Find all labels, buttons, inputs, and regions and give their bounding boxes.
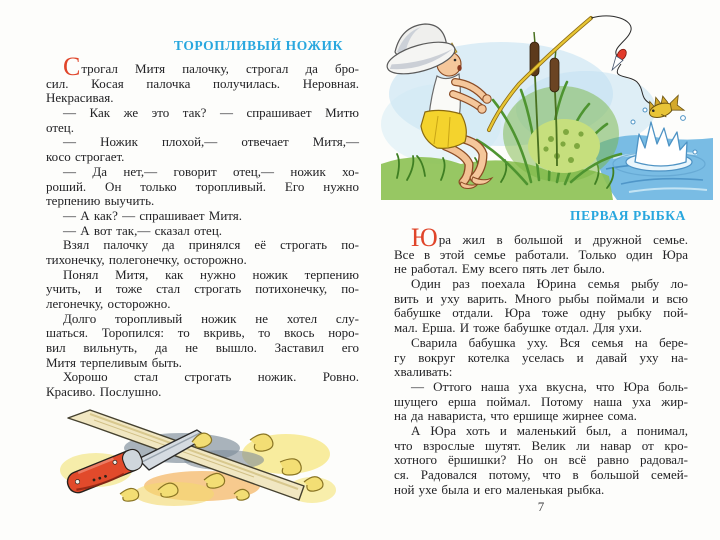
text-line: ной ухе была и его маленькая рыбка. [394, 481, 605, 497]
story-text-right [394, 223, 688, 497]
story-title-right: ПЕРВАЯ РЫБКА [570, 208, 686, 223]
text-line: мал. Ерша. И тоже бабушке отдал. Для ухи. [394, 320, 643, 336]
text-line: Все в этой семье работали. Только один Юра [394, 246, 688, 262]
text-line: хотного ёршишки? Но он всё равно радовал- [394, 452, 688, 468]
text-line: Митя терпеливым быть. [46, 354, 182, 370]
text-line: Понял Митя, как нужно ножик терпению [63, 266, 359, 282]
right-page [394, 208, 688, 497]
text-line: легонечку, осторожно. [46, 296, 171, 311]
text-line: не работал. Ему всего пять лет было. [394, 261, 605, 277]
text-line: бабушке отдали. Юра тоже одну рыбку пой- [394, 305, 688, 321]
text-line: что взрослые шутят. Велик ли навар от кро- [394, 437, 688, 453]
knife-illustration [52, 400, 342, 518]
text-line: Сварила бабушка уху. Вся семья на бере- [411, 334, 688, 350]
story-title-left: ТОРОПЛИВЫЙ НОЖИК [173, 38, 343, 53]
text-line: тихонечку, полегонечку, осторожно. [46, 251, 247, 267]
text-line: сил. Косая палочка получилась. Неровная. [46, 75, 359, 91]
text-line: вил вильнуть, да не вышло. Заставил его [46, 340, 359, 356]
drop-cap: С [63, 52, 81, 81]
text-line: — Ножик плохой,— отвечает Митя,— [63, 134, 359, 150]
page-number: 7 [537, 499, 545, 514]
text-line: отец. [46, 119, 74, 135]
text-line: — Да нет,— говорит отец,— ножик хо- [63, 163, 359, 179]
text-line: хваливать: [394, 364, 453, 380]
text-line: — А как? — спрашивает Митя. [63, 207, 243, 223]
text-line: — Как же это так? — спрашивает Митю [63, 105, 359, 121]
text-line: Взял палочку да принялся её строгать по- [63, 237, 359, 253]
text-line: — Оттого наша уха вкусна, что Юра боль- [411, 378, 688, 394]
text-line: Юра жил в большой и дружной семье. [411, 223, 688, 252]
text-line: Долго торопливый ножик не хотел слу- [63, 310, 359, 326]
story-text-left [46, 52, 359, 400]
text-line: учить, и тоже стал строгать потихонечку, по- [46, 281, 359, 297]
text-line: Некрасивая. [46, 90, 114, 106]
text-line: роший. Он только торопливый. Его нужно [46, 178, 359, 194]
text-line: А Юра хоть и маленький был, а понимал, [411, 422, 688, 438]
text-line: на да навариста, что ершище жирнее сома. [394, 408, 637, 424]
text-line: терпению выучить. [46, 193, 155, 209]
fishing-illustration [381, 12, 713, 200]
text-line: косо строгает. [46, 149, 125, 165]
text-line: шаться. Торопился: то вкривь, то вкось норо- [46, 325, 359, 341]
text-line: Красиво. Послушно. [46, 384, 162, 400]
text-line: Один раз поехала Юрина семья рыбу ло- [411, 276, 688, 292]
text-line: — А вот так,— сказал отец. [63, 222, 223, 238]
text-line: ся. Радовался потому, что в большой семей- [394, 467, 688, 482]
text-line: Строгал Митя палочку, строгал да бро- [63, 52, 359, 81]
text-line: Хорошо стал строгать ножик. Ровно. [63, 369, 359, 385]
text-line: гу вокруг котелка уселась и давай уху на- [394, 349, 688, 365]
left-page [46, 38, 359, 400]
text-line: шущего ерша поймал. Потому наша уха жир- [394, 393, 688, 409]
drop-cap: Ю [411, 223, 438, 252]
text-line: вить и уху варить. Много рыбы поймали и всю [394, 290, 688, 306]
